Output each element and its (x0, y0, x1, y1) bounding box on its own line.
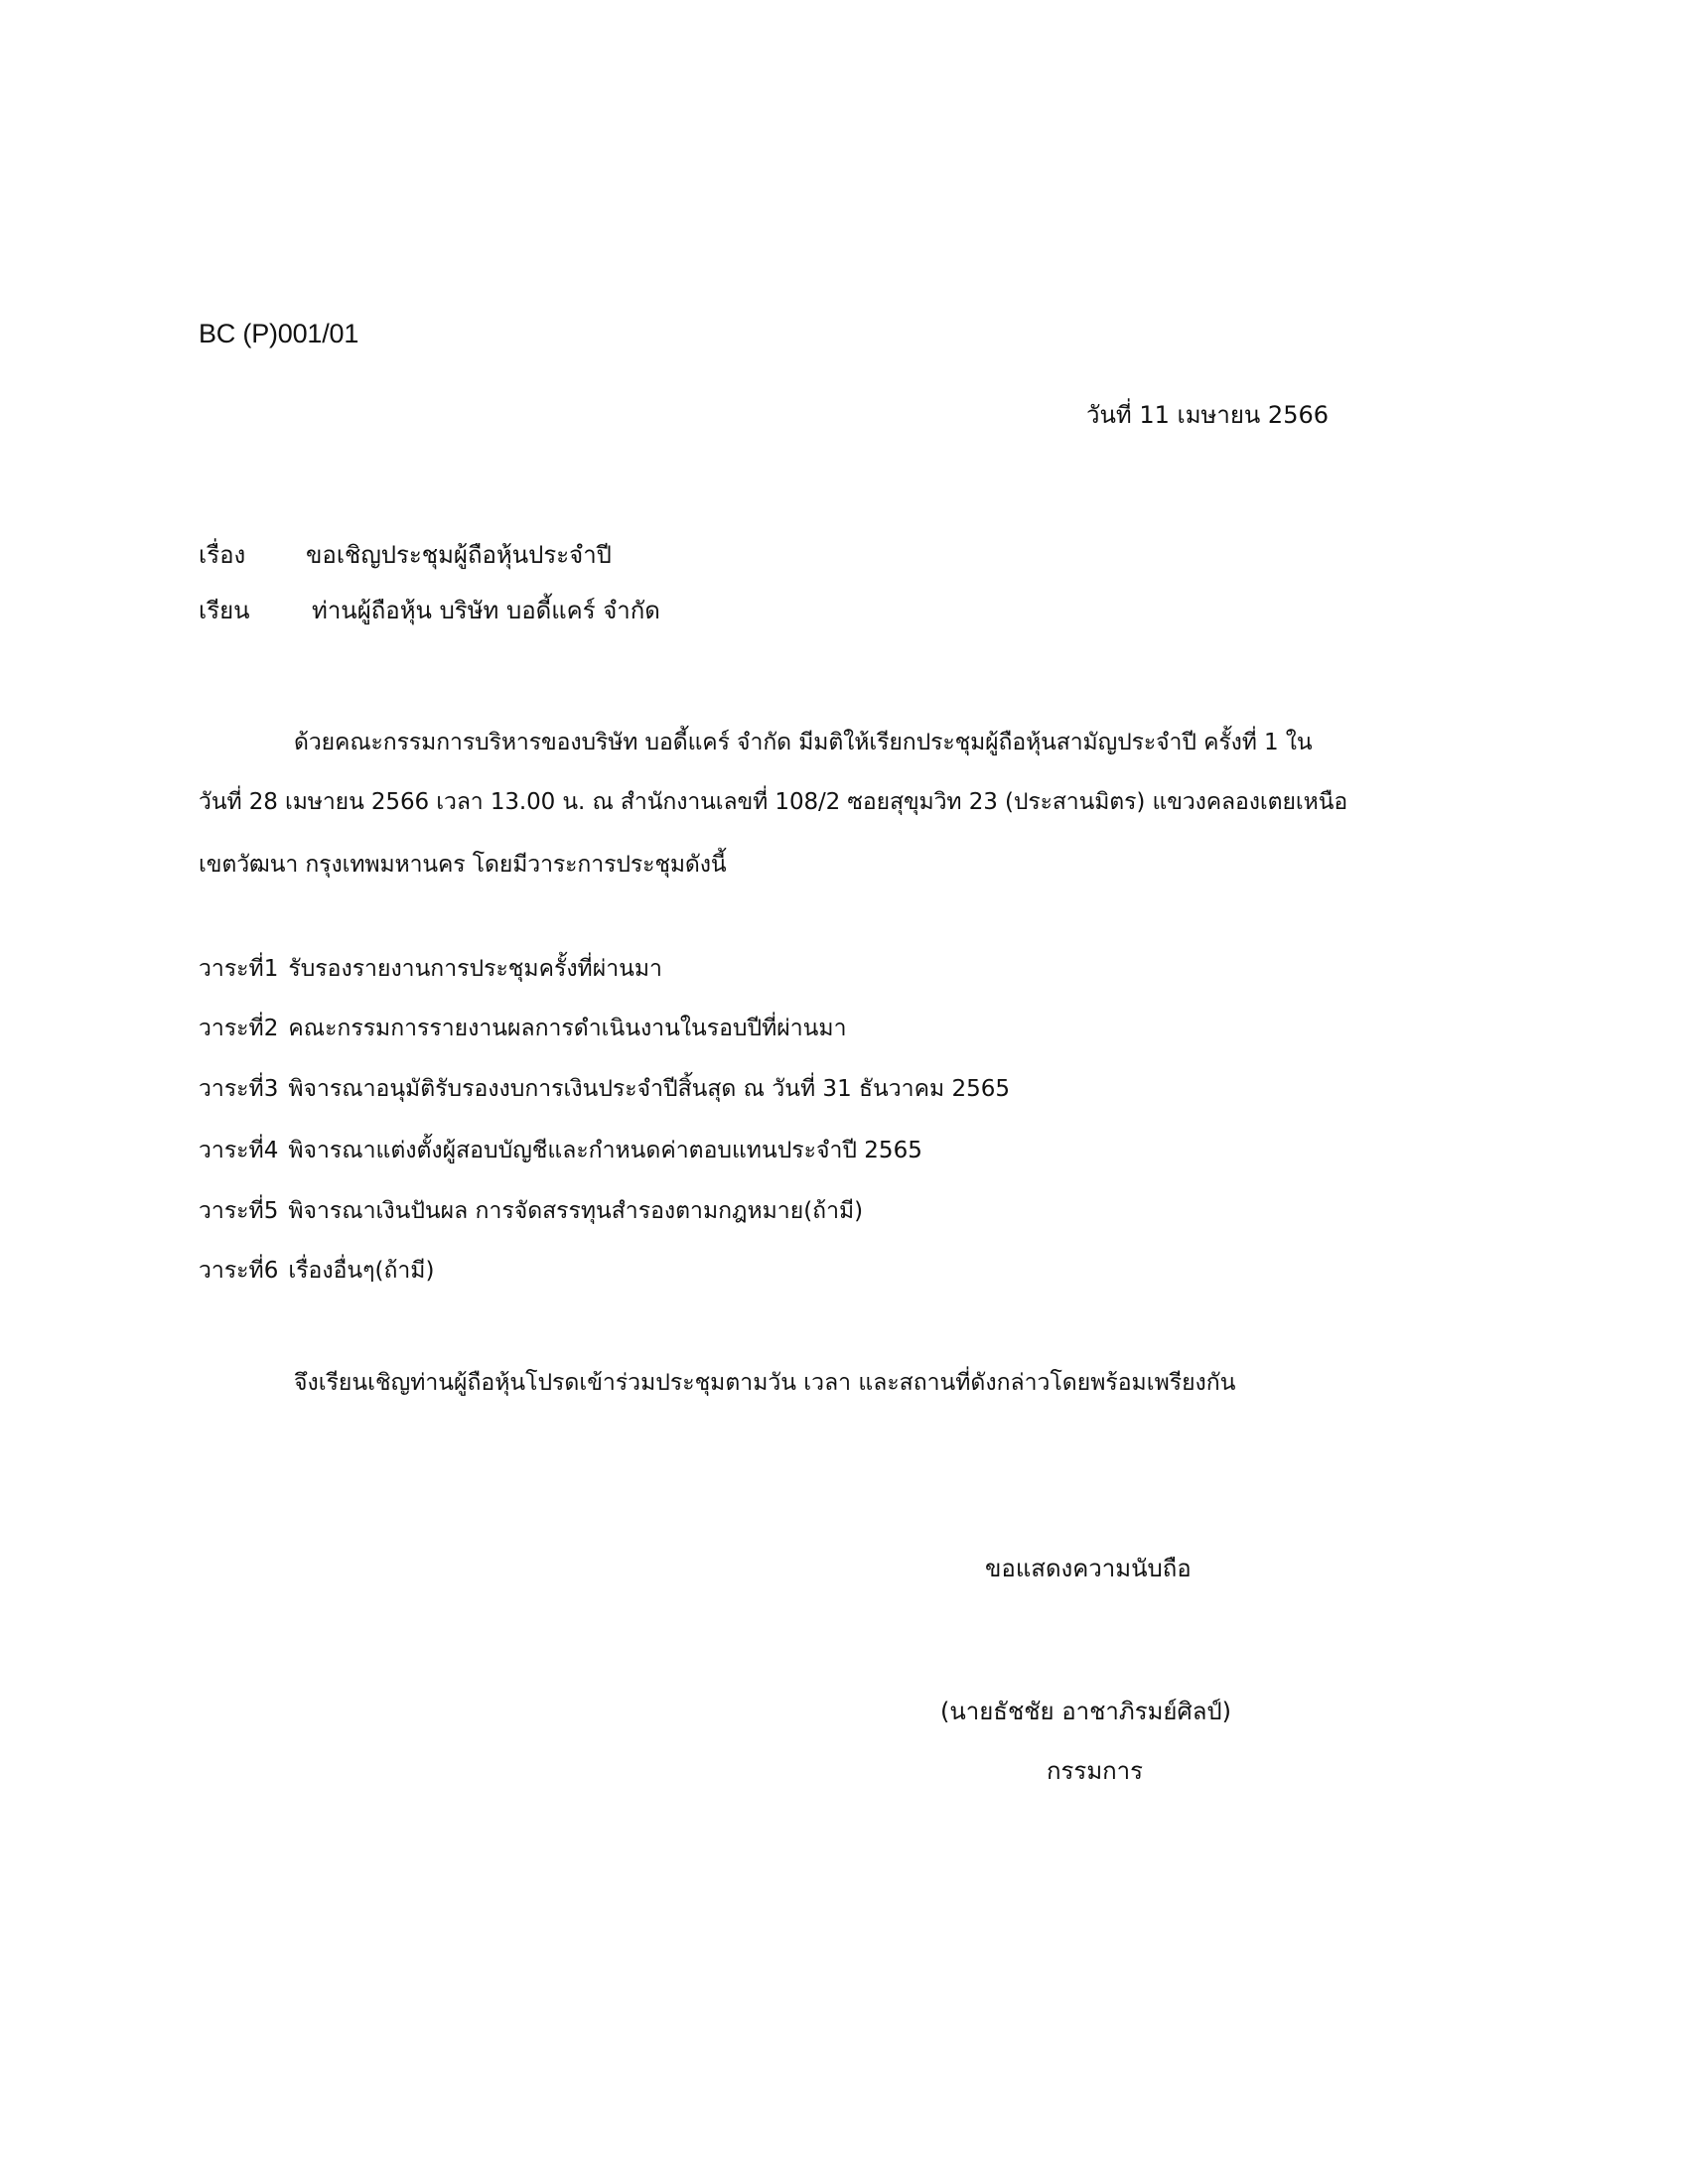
agenda-item-label: วาระที่2 (199, 1016, 279, 1041)
body-paragraph-line-2: วันที่ 28 เมษายน 2566 เวลา 13.00 น. ณ สำนักงานเลขที่ 108/2 ซอยสุขุมวิท 23 (ประสานมิตร) แขวงคลองเตยเหนือ (199, 789, 1348, 815)
body-paragraph-line-1: ด้วยคณะกรรมการบริหารของบริษัท บอดี้แคร์ จำกัด มีมติให้เรียกประชุมผู้ถือหุ้นสามัญประจำปี ครั้งที่ 1 ใน (294, 730, 1313, 755)
agenda-item-2 (199, 1011, 847, 1046)
agenda-item-text: เรื่องอื่นๆ(ถ้ามี) (288, 1258, 435, 1284)
agenda-item-text: รับรองรายงานการประชุมครั้งที่ผ่านมา (288, 956, 662, 982)
agenda-item-label: วาระที่6 (199, 1258, 279, 1284)
agenda-item-1 (199, 951, 662, 987)
agenda-item-text: คณะกรรมการรายงานผลการดำเนินงานในรอบปีที่ผ่านมา (288, 1016, 847, 1041)
recipient-text: ท่านผู้ถือหุ้น บริษัท บอดี้แคร์ จำกัด (312, 597, 660, 624)
agenda-item-text: พิจารณาเงินปันผล การจัดสรรทุนสำรองตามกฎหมาย(ถ้ามี) (288, 1198, 864, 1224)
agenda-item-label: วาระที่1 (199, 956, 279, 982)
agenda-item-label: วาระที่4 (199, 1138, 279, 1163)
agenda-item-3 (199, 1071, 1010, 1107)
agenda-item-6 (199, 1253, 434, 1289)
subject-text: ขอเชิญประชุมผู้ถือหุ้นประจำปี (306, 541, 612, 569)
regards-text: ขอแสดงความนับถือ (985, 1555, 1192, 1582)
agenda-item-4 (199, 1133, 922, 1168)
agenda-item-label: วาระที่5 (199, 1198, 279, 1224)
letter-date: วันที่ 11 เมษายน 2566 (1086, 401, 1329, 429)
agenda-item-label: วาระที่3 (199, 1076, 279, 1102)
agenda-item-text: พิจารณาอนุมัติรับรองงบการเงินประจำปีสิ้นสุด ณ วันที่ 31 ธันวาคม 2565 (288, 1076, 1010, 1102)
signer-name: (นายธัชชัย อาชาภิรมย์ศิลป์) (940, 1698, 1232, 1725)
subject-label: เรื่อง (199, 541, 246, 569)
signer-title: กรรมการ (1047, 1757, 1144, 1785)
body-paragraph-line-3: เขตวัฒนา กรุงเทพมหานคร โดยมีวาระการประชุมดังนี้ (199, 852, 727, 878)
document-code: BC (P)001/01 (199, 319, 359, 348)
agenda-item-text: พิจารณาแต่งตั้งผู้สอบบัญชีและกำหนดค่าตอบแทนประจำปี 2565 (288, 1138, 922, 1163)
closing-paragraph: จึงเรียนเชิญท่านผู้ถือหุ้นโปรดเข้าร่วมประชุมตามวัน เวลา และสถานที่ดังกล่าวโดยพร้อมเพรียงกัน (294, 1370, 1236, 1396)
agenda-item-5 (199, 1193, 863, 1229)
recipient-label: เรียน (199, 597, 250, 624)
